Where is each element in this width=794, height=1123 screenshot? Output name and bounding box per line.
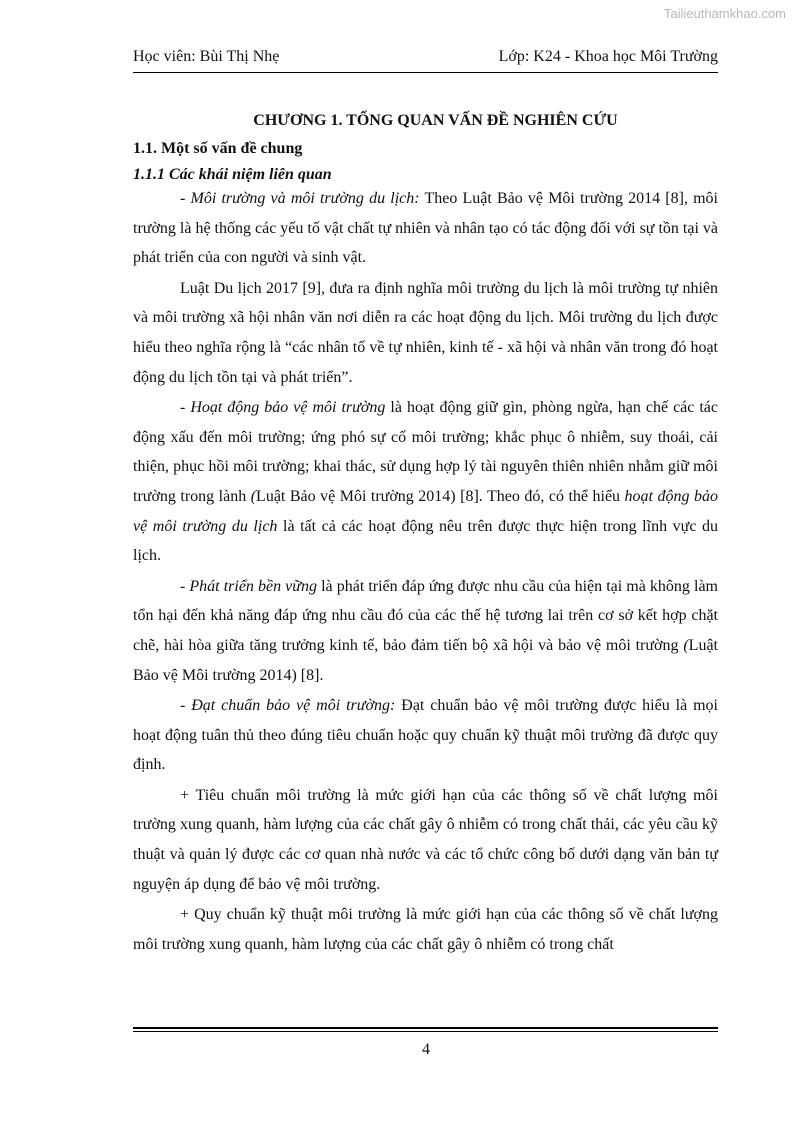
footer-rule <box>133 1027 718 1029</box>
citation-paren: ( <box>250 487 257 505</box>
term: - Đạt chuẩn bảo vệ môi trường: <box>180 697 396 715</box>
paragraph-environmental-standard <box>133 781 718 899</box>
paragraph-text: Luật Bảo vệ Môi trường 2014) [8]. <box>133 636 718 684</box>
paragraph-text: là tất cả các hoạt động nêu trên được thực hiện trong lĩnh vực du lịch. <box>133 517 718 565</box>
paragraph-environment <box>133 184 718 273</box>
paragraph-text: Theo Luật Bảo vệ Môi trường 2014 [8], môi trường là hệ thống các yếu tố vật chất tự nhiên và nhân tạo có tác động đối với sự tồn tại và phát triển của con người và sinh vật. <box>133 190 718 267</box>
paragraph-text: Luật Du lịch 2017 [9], đưa ra định nghĩa môi trường du lịch là môi trường tự nhiên và môi trường xã hội nhân văn nơi diễn ra các hoạt động du lịch. Môi trường du lịch được hiểu theo nghĩa rộng là “các nhân tố về tự nhiên, kinh tế - xã hội và nhân văn trong đó hoạt động du lịch tồn tại và phát triển”. <box>133 279 718 386</box>
term: hoạt động bảo vệ môi trường du lịch <box>133 487 718 535</box>
footer-rule <box>133 1031 718 1032</box>
watermark: Tailieuthamkhao.com <box>663 6 786 21</box>
header-class: Lớp: K24 - Khoa học Môi Trường <box>498 48 718 65</box>
paragraph-tourism-law <box>133 274 718 392</box>
page-number: 4 <box>422 1041 430 1058</box>
subsection-title: 1.1.1 Các khái niệm liên quan <box>133 166 332 183</box>
page-body <box>133 112 718 960</box>
chapter-title: CHƯƠNG 1. TỔNG QUAN VẤN ĐỀ NGHIÊN CỨU <box>253 112 618 129</box>
paragraph-protection-activity <box>133 393 718 571</box>
term: - Môi trường và môi trường du lịch: <box>180 190 420 207</box>
term: - Phát triển bền vững <box>180 577 318 595</box>
paragraph-text: là phát triển đáp ứng được nhu cầu của hiện tại mà không làm tổn hại đến khả năng đáp ứng nhu cầu đó của các thế hệ tương lai trên cơ sở kết hợp chặt chẽ, hài hòa giữa tăng trưởng kinh tế, bảo đảm tiến bộ xã hội và bảo vệ môi trường <box>133 577 719 654</box>
header-student: Học viên: Bùi Thị Nhẹ <box>133 48 280 65</box>
term: - Hoạt động bảo vệ môi trường <box>180 399 386 417</box>
paragraph-standard-compliance <box>133 691 718 780</box>
paragraph-text: Đạt chuẩn bảo vệ môi trường được hiểu là mọi hoạt động tuân thủ theo đúng tiêu chuẩn hoặc quy chuẩn kỹ thuật môi trường đã được quy định. <box>133 697 718 774</box>
paragraph-sustainable-development <box>133 572 718 690</box>
paragraph-text: + Tiêu chuẩn môi trường là mức giới hạn của các thông số về chất lượng môi trường xung quanh, hàm lượng của các chất gây ô nhiễm có trong chất thải, các yêu cầu kỹ thuật và quản lý được các cơ quan nhà nước và các tổ chức công bố dưới dạng văn bản tự nguyện áp dụng để bảo vệ môi trường. <box>133 786 718 893</box>
citation-paren: ( <box>683 636 689 654</box>
section-title: 1.1. Một số vấn đề chung <box>133 140 303 157</box>
page-header <box>133 48 718 73</box>
paragraph-text: là hoạt động giữ gìn, phòng ngừa, hạn chế các tác động xấu đến môi trường; ứng phó sự cố môi trường; khắc phục ô nhiễm, suy thoái, cải thiện, phục hồi môi trường; khai thác, sử dụng hợp lý tài nguyên thiên nhiên nhằm giữ môi trường trong lành <box>133 399 719 505</box>
paragraph-technical-regulation <box>133 900 718 959</box>
paragraph-text: + Quy chuẩn kỹ thuật môi trường là mức giới hạn của các thông số về chất lượng môi trường xung quanh, hàm lượng của các chất gây ô nhiễm có trong chất <box>133 906 718 953</box>
paragraph-text: Luật Bảo vệ Môi trường 2014) [8]. Theo đó, có thể hiểu <box>256 487 625 505</box>
